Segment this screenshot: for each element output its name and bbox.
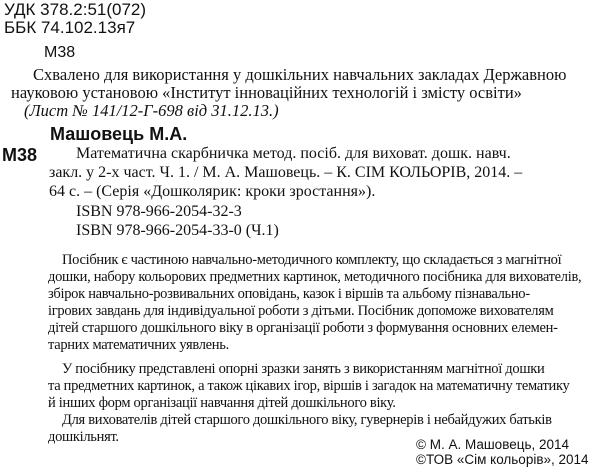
copyright-publisher: ©ТОВ «Сім кольорів», 2014 xyxy=(416,452,589,467)
annotation-line: тарних математичних уявлень. xyxy=(48,337,229,353)
author-mark: М38 xyxy=(2,145,38,165)
annotation-line: ігрових завдань для індивідуальної роботи з дітьми. Посібник допоможе вихователям xyxy=(48,303,554,319)
approval-line-1: Схвалено для використання у дошкільних навчальних закладах Державною xyxy=(33,65,567,84)
bibliographic-line-3: 64 с. – (Серія «Дошколярик: кроки зростання»). xyxy=(49,183,376,200)
bbk-code: ББК 74.102.13я7 xyxy=(4,18,136,37)
annotation-line: дошки, набору кольорових предметних картинок, методичного посібника для вихователів, xyxy=(48,269,582,285)
annotation-line: збірок навчально-розвивальних оповідань, казок і віршів та альбому пізнавально- xyxy=(48,286,530,302)
annotation-line: Посібник є частиною навчально-методичного комплекту, що складається з магнітної xyxy=(62,252,562,268)
isbn-series: ISBN 978-966-2054-32-3 xyxy=(76,203,242,220)
annotation-line: У посібнику представлені опорні зразки занять з використанням магнітної дошки xyxy=(62,361,545,377)
bibliographic-line-1: Математична скарбничка метод. посіб. для виховат. дошк. навч. xyxy=(76,145,511,162)
author-name: Машовець М.А. xyxy=(50,124,188,144)
annotation-line: дітей старшого дошкільного віку в організації роботи з формування основних елемен- xyxy=(48,320,558,336)
annotation-line: й інших форм організації навчання дітей дошкільного віку. xyxy=(48,395,396,411)
bibliographic-line-2: закл. у 2-х част. Ч. 1. / М. А. Машовець. – К. СІМ КОЛЬОРІВ, 2014. – xyxy=(49,164,523,181)
approval-line-2: науковою установою «Інститут інноваційних технологій і змісту освіти» xyxy=(11,83,522,102)
annotation-line: та предметних картинок, а також цікавих ігор, віршів і загадок на математичну тематику xyxy=(48,378,570,394)
isbn-part-1: ISBN 978-966-2054-33-0 (Ч.1) xyxy=(76,222,279,239)
annotation-line: дошкільнят. xyxy=(48,429,119,445)
udk-code: УДК 378.2:51(072) xyxy=(4,0,147,19)
approval-letter: (Лист № 141/12-Г-698 від 31.12.13.) xyxy=(24,101,279,120)
author-mark-top: М38 xyxy=(44,44,76,61)
copyright-author: © М. А. Машовець, 2014 xyxy=(416,437,570,452)
annotation-line: Для вихователів дітей старшого дошкільного віку, гувернерів і небайдужих батьків xyxy=(62,412,552,428)
